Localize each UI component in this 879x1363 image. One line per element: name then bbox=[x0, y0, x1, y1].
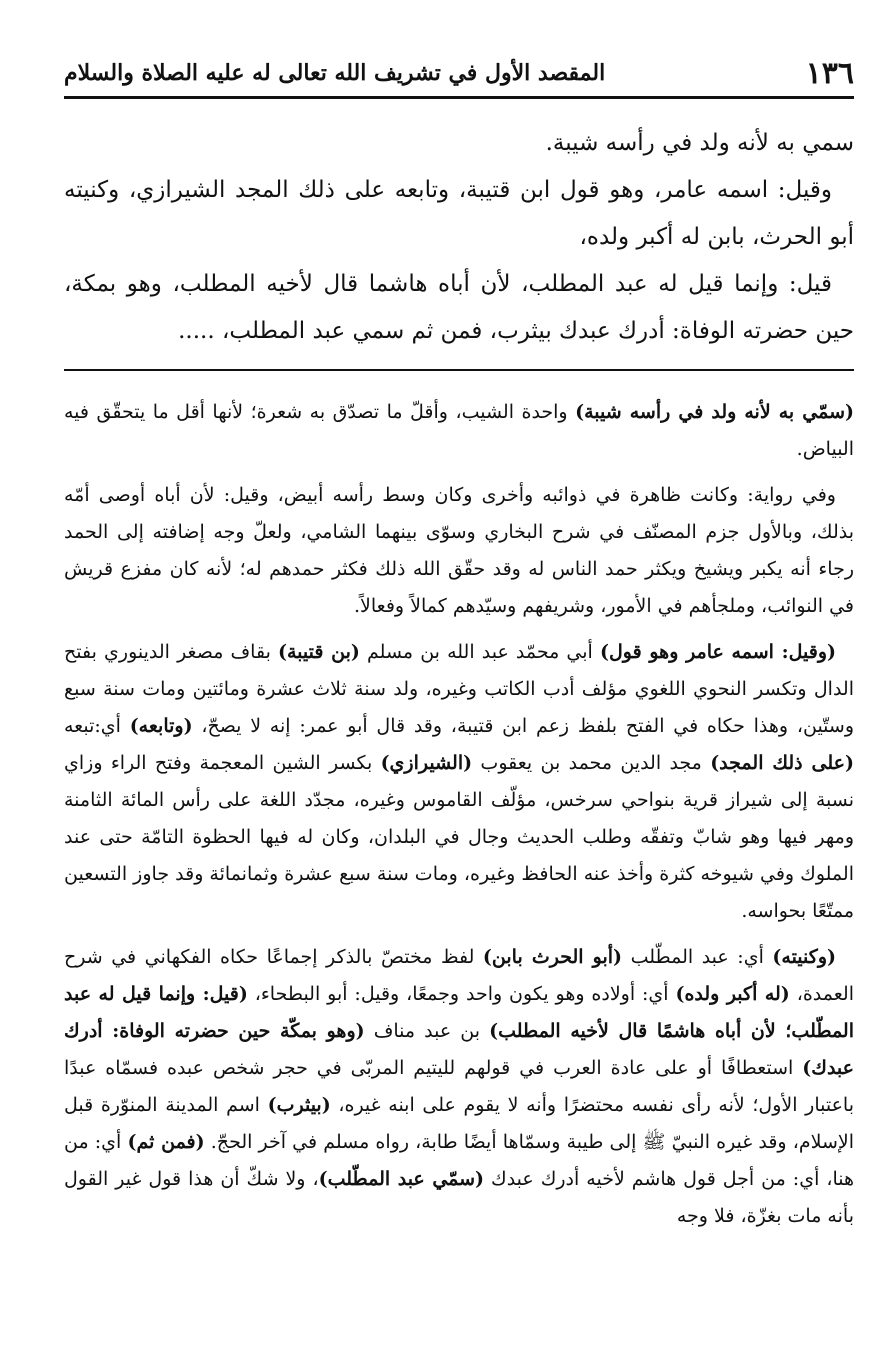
lemma: (وهو بمكّة حين حضرته الوفاة: أدرك عبدك) bbox=[64, 1020, 854, 1079]
commentary-text: مجد الدين محمد بن يعقوب bbox=[472, 752, 711, 774]
lemma: (سمّي عبد المطّلب) bbox=[318, 1168, 485, 1190]
lemma: (أبو الحرث بابن) bbox=[482, 946, 623, 968]
commentary-text: أبي محمّد عبد الله بن مسلم bbox=[359, 641, 600, 663]
lemma: (بيثرب) bbox=[267, 1094, 331, 1116]
commentary-paragraph-1 bbox=[64, 394, 854, 468]
page-number: ١٣٦ bbox=[805, 55, 854, 91]
footnote-separator bbox=[64, 369, 854, 371]
lemma: (وكنيته) bbox=[772, 946, 836, 968]
main-paragraph-3: قيل: وإنما قيل له عبد المطلب، لأن أباه هاشما قال لأخيه المطلب، وهو بمكة، حين حضرته الوفاة: أدرك عبدك بيثرب، فمن ثم سمي عبد المطلب، ..... bbox=[64, 271, 854, 344]
lemma: (سمّي به لأنه ولد في رأسه شيبة) bbox=[575, 401, 855, 423]
lemma: (الشيرازي) bbox=[380, 752, 473, 774]
commentary-text: ، ولا شكّ أن هذا قول غير القول بأنه مات بغزّة، فلا وجه bbox=[64, 1168, 854, 1227]
commentary bbox=[64, 394, 854, 1244]
commentary-text: استعطافًا أو على عادة العرب في قولهم لليتيم المربّى في حجر شخص عبده فسمّاه عبدًا باعتبار الأول؛ لأنه رأى نفسه محتضرًا وأنه لا يقوم على ابنه غيره، bbox=[64, 1057, 854, 1116]
main-paragraph-2: وقيل: اسمه عامر، وهو قول ابن قتيبة، وتابعه على ذلك المجد الشيرازي، وكنيته أبو الحرث، بابن له أكبر ولده، bbox=[64, 177, 854, 250]
commentary-text: أي: من هنا، أي: من أجل قول هاشم لأخيه أدرك عبدك bbox=[64, 1131, 855, 1190]
running-title: المقصد الأول في تشريف الله تعالى له عليه الصلاة والسلام bbox=[64, 60, 606, 86]
commentary-text: اسم المدينة المنوّرة قبل الإسلام، وقد غيره النبيّ ﷺ إلى طيبة وسمّاها أيضًا طابة، رواه مسلم في آخر الحجّ. bbox=[64, 1094, 854, 1153]
lemma: (له أكبر ولده) bbox=[675, 983, 790, 1005]
commentary-text: بن عبد مناف bbox=[364, 1020, 490, 1042]
lemma: (فمن ثم) bbox=[127, 1131, 205, 1153]
lemma: (وقيل: اسمه عامر وهو قول) bbox=[599, 641, 836, 663]
header-rule bbox=[64, 96, 854, 99]
lemma: (وتابعه) bbox=[129, 715, 193, 737]
commentary-text: أي: أولاده وهو يكون واحد وجمعًا، وقيل: أبو البطحاء، bbox=[247, 983, 676, 1005]
commentary-text: بقاف مصغر الدينوري بفتح الدال وتكسر النحوي اللغوي مؤلف أدب الكاتب وغيره، ولد سنة ثلاث عشرة ومائتين ومات سنة سبع وستّين، وهذا حكاه في الفتح بلفظ زعم ابن قتيبة، وقد قال أبو عمر: إنه لا يصحّ، bbox=[64, 641, 855, 737]
commentary-text: بكسر الشين المعجمة وفتح الراء وزاي نسبة إلى شيراز قرية بنواحي سرخس، مؤلّف القاموس وغيره، مجدّد اللغة على رأس المائة الثامنة ومهر فيها وهو شابّ وتفقّه وطلب الحديث وجال في البلدان، وكان له فيها الحظوة التامّة حتى عند الملوك وفي شيوخه كثرة وأخذ عنه الحافظ وغيره، ومات سنة سبع عشرة وثمانمائة وقد جاوز التسعين ممتّعًا بحواسه. bbox=[64, 752, 854, 922]
lemma: (قيل: وإنما قيل له عبد المطّلب؛ لأن أباه هاشمًا قال لأخيه المطلب) bbox=[64, 983, 854, 1042]
commentary-text: أي:تبعه bbox=[64, 715, 130, 737]
main-paragraph-1: سمي به لأنه ولد في رأسه شيبة. bbox=[545, 130, 854, 156]
lemma: (على ذلك المجد) bbox=[710, 752, 854, 774]
commentary-paragraph-4 bbox=[64, 939, 854, 1235]
commentary-text: لفظ مختصّ بالذكر إجماعًا حكاه الفكهاني في شرح العمدة، bbox=[64, 946, 854, 1005]
commentary-paragraph-3 bbox=[64, 634, 854, 930]
commentary-text: أي: عبد المطّلب bbox=[622, 946, 773, 968]
commentary-text: واحدة الشيب، وأقلّ ما تصدّق به شعرة؛ لأنها أقل ما يتحقّق فيه البياض. bbox=[64, 401, 854, 460]
main-text bbox=[64, 120, 854, 355]
page-header bbox=[64, 52, 854, 94]
lemma: (بن قتيبة) bbox=[278, 641, 360, 663]
commentary-text: وفي رواية: وكانت ظاهرة في ذوائبه وأخرى وكان وسط رأسه أبيض، وقيل: لأن أباه أوصى أمّه بذلك، وبالأول جزم المصنّف في شرح البخاري وسوّى بينهما الشامي، ولعلّ وجه إضافته إلى الحمد رجاء أنه يكبر ويشيخ ويكثر حمد الناس له وقد حقّق الله ذلك فكثر حمدهم له؛ لأنه كان مفزع قريش في النوائب، وملجأهم في الأمور، وشريفهم وسيّدهم كمالاً وفعالاً. bbox=[64, 484, 854, 617]
commentary-paragraph-2 bbox=[64, 477, 854, 625]
